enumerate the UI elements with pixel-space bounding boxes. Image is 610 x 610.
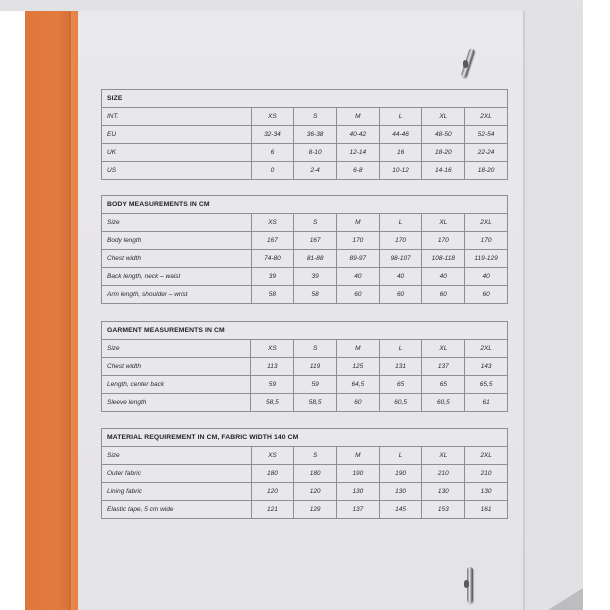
table-title: SIZE (102, 90, 508, 108)
table-row (102, 501, 508, 519)
cell: 58,5 (294, 394, 337, 412)
row-label: INT. (102, 108, 252, 126)
table-row (102, 358, 508, 376)
cell: 59 (294, 376, 337, 394)
cell: 170 (379, 232, 422, 250)
cell: 40 (379, 268, 422, 286)
cell: 119-129 (465, 250, 508, 268)
cell: 89-97 (336, 250, 379, 268)
cell: 113 (251, 358, 294, 376)
row-label: Size (102, 340, 251, 358)
table-header-row (102, 108, 508, 126)
table-header-row (102, 447, 508, 465)
size-header: M (337, 447, 380, 465)
cell: 130 (379, 483, 422, 501)
size-header: M (336, 340, 379, 358)
cell: 161 (465, 501, 508, 519)
size-header: L (379, 214, 422, 232)
cell: 210 (465, 465, 508, 483)
row-label: Size (102, 447, 252, 465)
cell: 129 (294, 501, 337, 519)
table-title: MATERIAL REQUIREMENT IN CM, FABRIC WIDTH 140 CM (102, 429, 508, 447)
size-header: XS (251, 108, 294, 126)
table-header-row (102, 340, 508, 358)
table-row (102, 394, 508, 412)
size-header: M (336, 214, 379, 232)
size-header: 2XL (465, 447, 508, 465)
size-header: L (379, 108, 422, 126)
cell: 40 (465, 268, 508, 286)
size-header: XL (422, 108, 465, 126)
cell: 167 (251, 232, 294, 250)
material-requirement-table (101, 428, 508, 519)
cell: 65 (422, 376, 465, 394)
cell: 131 (379, 358, 422, 376)
table-row (102, 144, 508, 162)
cell: 210 (422, 465, 465, 483)
row-label: US (102, 162, 252, 180)
size-header: 2XL (465, 214, 508, 232)
cell: 0 (251, 162, 294, 180)
cell: 18-20 (422, 144, 465, 162)
cell: 130 (422, 483, 465, 501)
cell: 167 (294, 232, 337, 250)
cell: 137 (337, 501, 380, 519)
cell: 60,5 (422, 394, 465, 412)
cell: 143 (465, 358, 508, 376)
cell: 58 (251, 286, 294, 304)
row-label: Arm length, shoulder – wrist (102, 286, 252, 304)
cell: 59 (251, 376, 294, 394)
cell: 98-107 (379, 250, 422, 268)
cell: 190 (337, 465, 380, 483)
cell: 18-20 (465, 162, 508, 180)
size-header: 2XL (465, 108, 508, 126)
table-title: GARMENT MEASUREMENTS IN CM (102, 322, 508, 340)
cell: 61 (465, 394, 508, 412)
back-page (525, 11, 583, 610)
cell: 58,5 (251, 394, 294, 412)
size-header: XL (422, 447, 465, 465)
cell: 12-14 (336, 144, 379, 162)
cell: 153 (422, 501, 465, 519)
cell: 40-42 (336, 126, 379, 144)
clip-knob-icon (463, 60, 468, 68)
cell: 14-16 (422, 162, 465, 180)
size-header: S (294, 340, 337, 358)
cell: 170 (422, 232, 465, 250)
row-label: Body length (102, 232, 252, 250)
cell: 170 (336, 232, 379, 250)
table-row (102, 376, 508, 394)
size-header: XS (251, 340, 294, 358)
cell: 16 (379, 144, 422, 162)
row-label: Chest width (102, 250, 252, 268)
cell: 130 (337, 483, 380, 501)
size-header: XS (251, 447, 294, 465)
row-label: Back length, neck – waist (102, 268, 252, 286)
cell: 81-88 (294, 250, 337, 268)
row-label: Length, center back (102, 376, 251, 394)
size-header: M (336, 108, 379, 126)
table-row (102, 483, 508, 501)
cell: 130 (465, 483, 508, 501)
clip-knob-icon (464, 580, 469, 588)
row-label: EU (102, 126, 252, 144)
cell: 22-24 (465, 144, 508, 162)
cell: 108-118 (422, 250, 465, 268)
row-label: Chest width (102, 358, 251, 376)
cell: 190 (379, 465, 422, 483)
row-label: UK (102, 144, 252, 162)
cell: 58 (294, 286, 337, 304)
size-header: L (379, 447, 422, 465)
cell: 60 (422, 286, 465, 304)
cell: 39 (251, 268, 294, 286)
cell: 40 (422, 268, 465, 286)
cell: 44-46 (379, 126, 422, 144)
cell: 2-4 (294, 162, 337, 180)
cell: 119 (294, 358, 337, 376)
cell: 10-12 (379, 162, 422, 180)
cell: 65,5 (465, 376, 508, 394)
row-label: Sleeve length (102, 394, 251, 412)
size-header: L (379, 340, 422, 358)
size-header: 2XL (465, 340, 508, 358)
size-header: XL (422, 214, 465, 232)
cell: 60,5 (379, 394, 422, 412)
binder-seam (69, 11, 71, 610)
size-header: XS (251, 214, 294, 232)
table-row (102, 286, 508, 304)
cell: 40 (336, 268, 379, 286)
cell: 52-54 (465, 126, 508, 144)
body-measurements-table (101, 195, 508, 304)
cell: 39 (294, 268, 337, 286)
cell: 60 (379, 286, 422, 304)
cell: 120 (251, 483, 294, 501)
cell: 60 (465, 286, 508, 304)
cell: 145 (379, 501, 422, 519)
cell: 8-10 (294, 144, 337, 162)
cell: 6 (251, 144, 294, 162)
cell: 137 (422, 358, 465, 376)
cell: 120 (294, 483, 337, 501)
cell: 60 (336, 286, 379, 304)
table-header-row (102, 214, 508, 232)
cell: 170 (465, 232, 508, 250)
background-top (0, 0, 583, 11)
table-row (102, 465, 508, 483)
row-label: Lining fabric (102, 483, 252, 501)
cell: 64,5 (336, 376, 379, 394)
table-row (102, 126, 508, 144)
cell: 6-8 (336, 162, 379, 180)
row-label: Size (102, 214, 252, 232)
row-label: Outer fabric (102, 465, 252, 483)
folded-corner (548, 588, 583, 610)
size-header: S (294, 447, 337, 465)
size-header: S (294, 214, 337, 232)
size-header: XL (422, 340, 465, 358)
row-label: Elastic tape, 5 cm wide (102, 501, 252, 519)
cell: 65 (379, 376, 422, 394)
cell: 180 (251, 465, 294, 483)
cell: 60 (336, 394, 379, 412)
table-row (102, 250, 508, 268)
table-row (102, 268, 508, 286)
garment-measurements-table (101, 321, 508, 412)
size-header: S (294, 108, 337, 126)
cell: 48-50 (422, 126, 465, 144)
cell: 32-34 (251, 126, 294, 144)
cell: 74-80 (251, 250, 294, 268)
table-row (102, 162, 508, 180)
table-title: BODY MEASUREMENTS IN CM (102, 196, 508, 214)
cell: 125 (336, 358, 379, 376)
size-table (101, 89, 508, 180)
cell: 36-38 (294, 126, 337, 144)
table-row (102, 232, 508, 250)
cell: 121 (251, 501, 294, 519)
cell: 180 (294, 465, 337, 483)
